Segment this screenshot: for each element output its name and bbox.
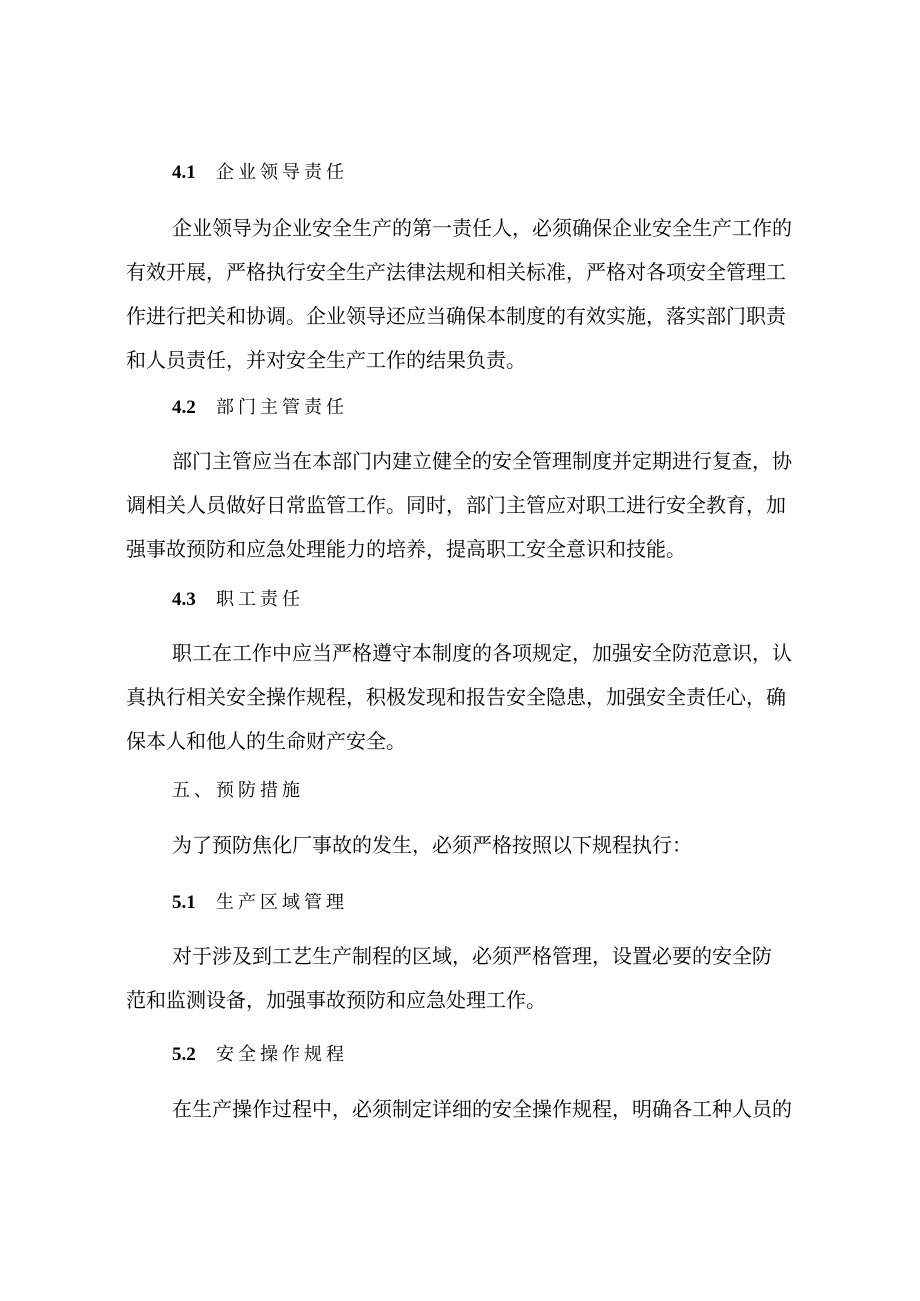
section-title: 部门主管责任: [216, 397, 348, 418]
section-number: 4.3: [172, 589, 196, 610]
paragraph-line: 有效开展，严格执行安全生产法律法规和相关标准，严格对各项安全管理工: [126, 260, 786, 284]
section-heading-4-3: [172, 583, 304, 615]
paragraph-line: 在生产操作过程中，必须制定详细的安全操作规程，明确各工种人员的: [172, 1097, 792, 1121]
section-heading-5-2: [172, 1038, 348, 1070]
section-body-5-1: [126, 934, 790, 1022]
chapter-intro: [126, 823, 790, 867]
section-heading-4-1: [172, 156, 348, 188]
paragraph-line: 真执行相关安全操作规程，积极发现和报告安全隐患，加强安全责任心，确: [126, 685, 786, 709]
paragraph-line: 为了预防焦化厂事故的发生，必须严格按照以下规程执行：: [172, 833, 692, 857]
chapter-title: 五、预防措施: [172, 780, 304, 801]
paragraph-line: 范和监测设备，加强事故预防和应急处理工作。: [126, 988, 546, 1012]
paragraph-line: 保本人和他人的生命财产安全。: [126, 729, 406, 753]
section-title: 企业领导责任: [216, 162, 348, 183]
paragraph-line: 调相关人员做好日常监管工作。同时，部门主管应对职工进行安全教育，加: [126, 493, 786, 517]
paragraph-line: 作进行把关和协调。企业领导还应当确保本制度的有效实施，落实部门职责: [126, 304, 786, 328]
section-body-4-2: [126, 439, 790, 571]
paragraph-line: 企业领导为企业安全生产的第一责任人，必须确保企业安全生产工作的: [172, 216, 792, 240]
section-number: 5.2: [172, 1044, 196, 1065]
section-number: 5.1: [172, 892, 196, 913]
paragraph-line: 强事故预防和应急处理能力的培养，提高职工安全意识和技能。: [126, 537, 686, 561]
section-body-4-3: [126, 631, 790, 763]
section-title: 安全操作规程: [216, 1044, 348, 1065]
paragraph-line: 部门主管应当在本部门内建立健全的安全管理制度并定期进行复查，协: [172, 449, 792, 473]
section-heading-4-2: [172, 391, 348, 423]
section-heading-5-1: [172, 886, 348, 918]
section-number: 4.2: [172, 397, 196, 418]
section-title: 职工责任: [216, 589, 304, 610]
paragraph-line: 职工在工作中应当严格遵守本制度的各项规定，加强安全防范意识，认: [172, 641, 792, 665]
paragraph-line: 对于涉及到工艺生产制程的区域，必须严格管理，设置必要的安全防: [172, 944, 772, 968]
section-number: 4.1: [172, 162, 196, 183]
section-title: 生产区域管理: [216, 892, 348, 913]
paragraph-line: 和人员责任，并对安全生产工作的结果负责。: [126, 348, 526, 372]
section-body-5-2: [126, 1087, 790, 1131]
section-body-4-1: [126, 206, 790, 382]
